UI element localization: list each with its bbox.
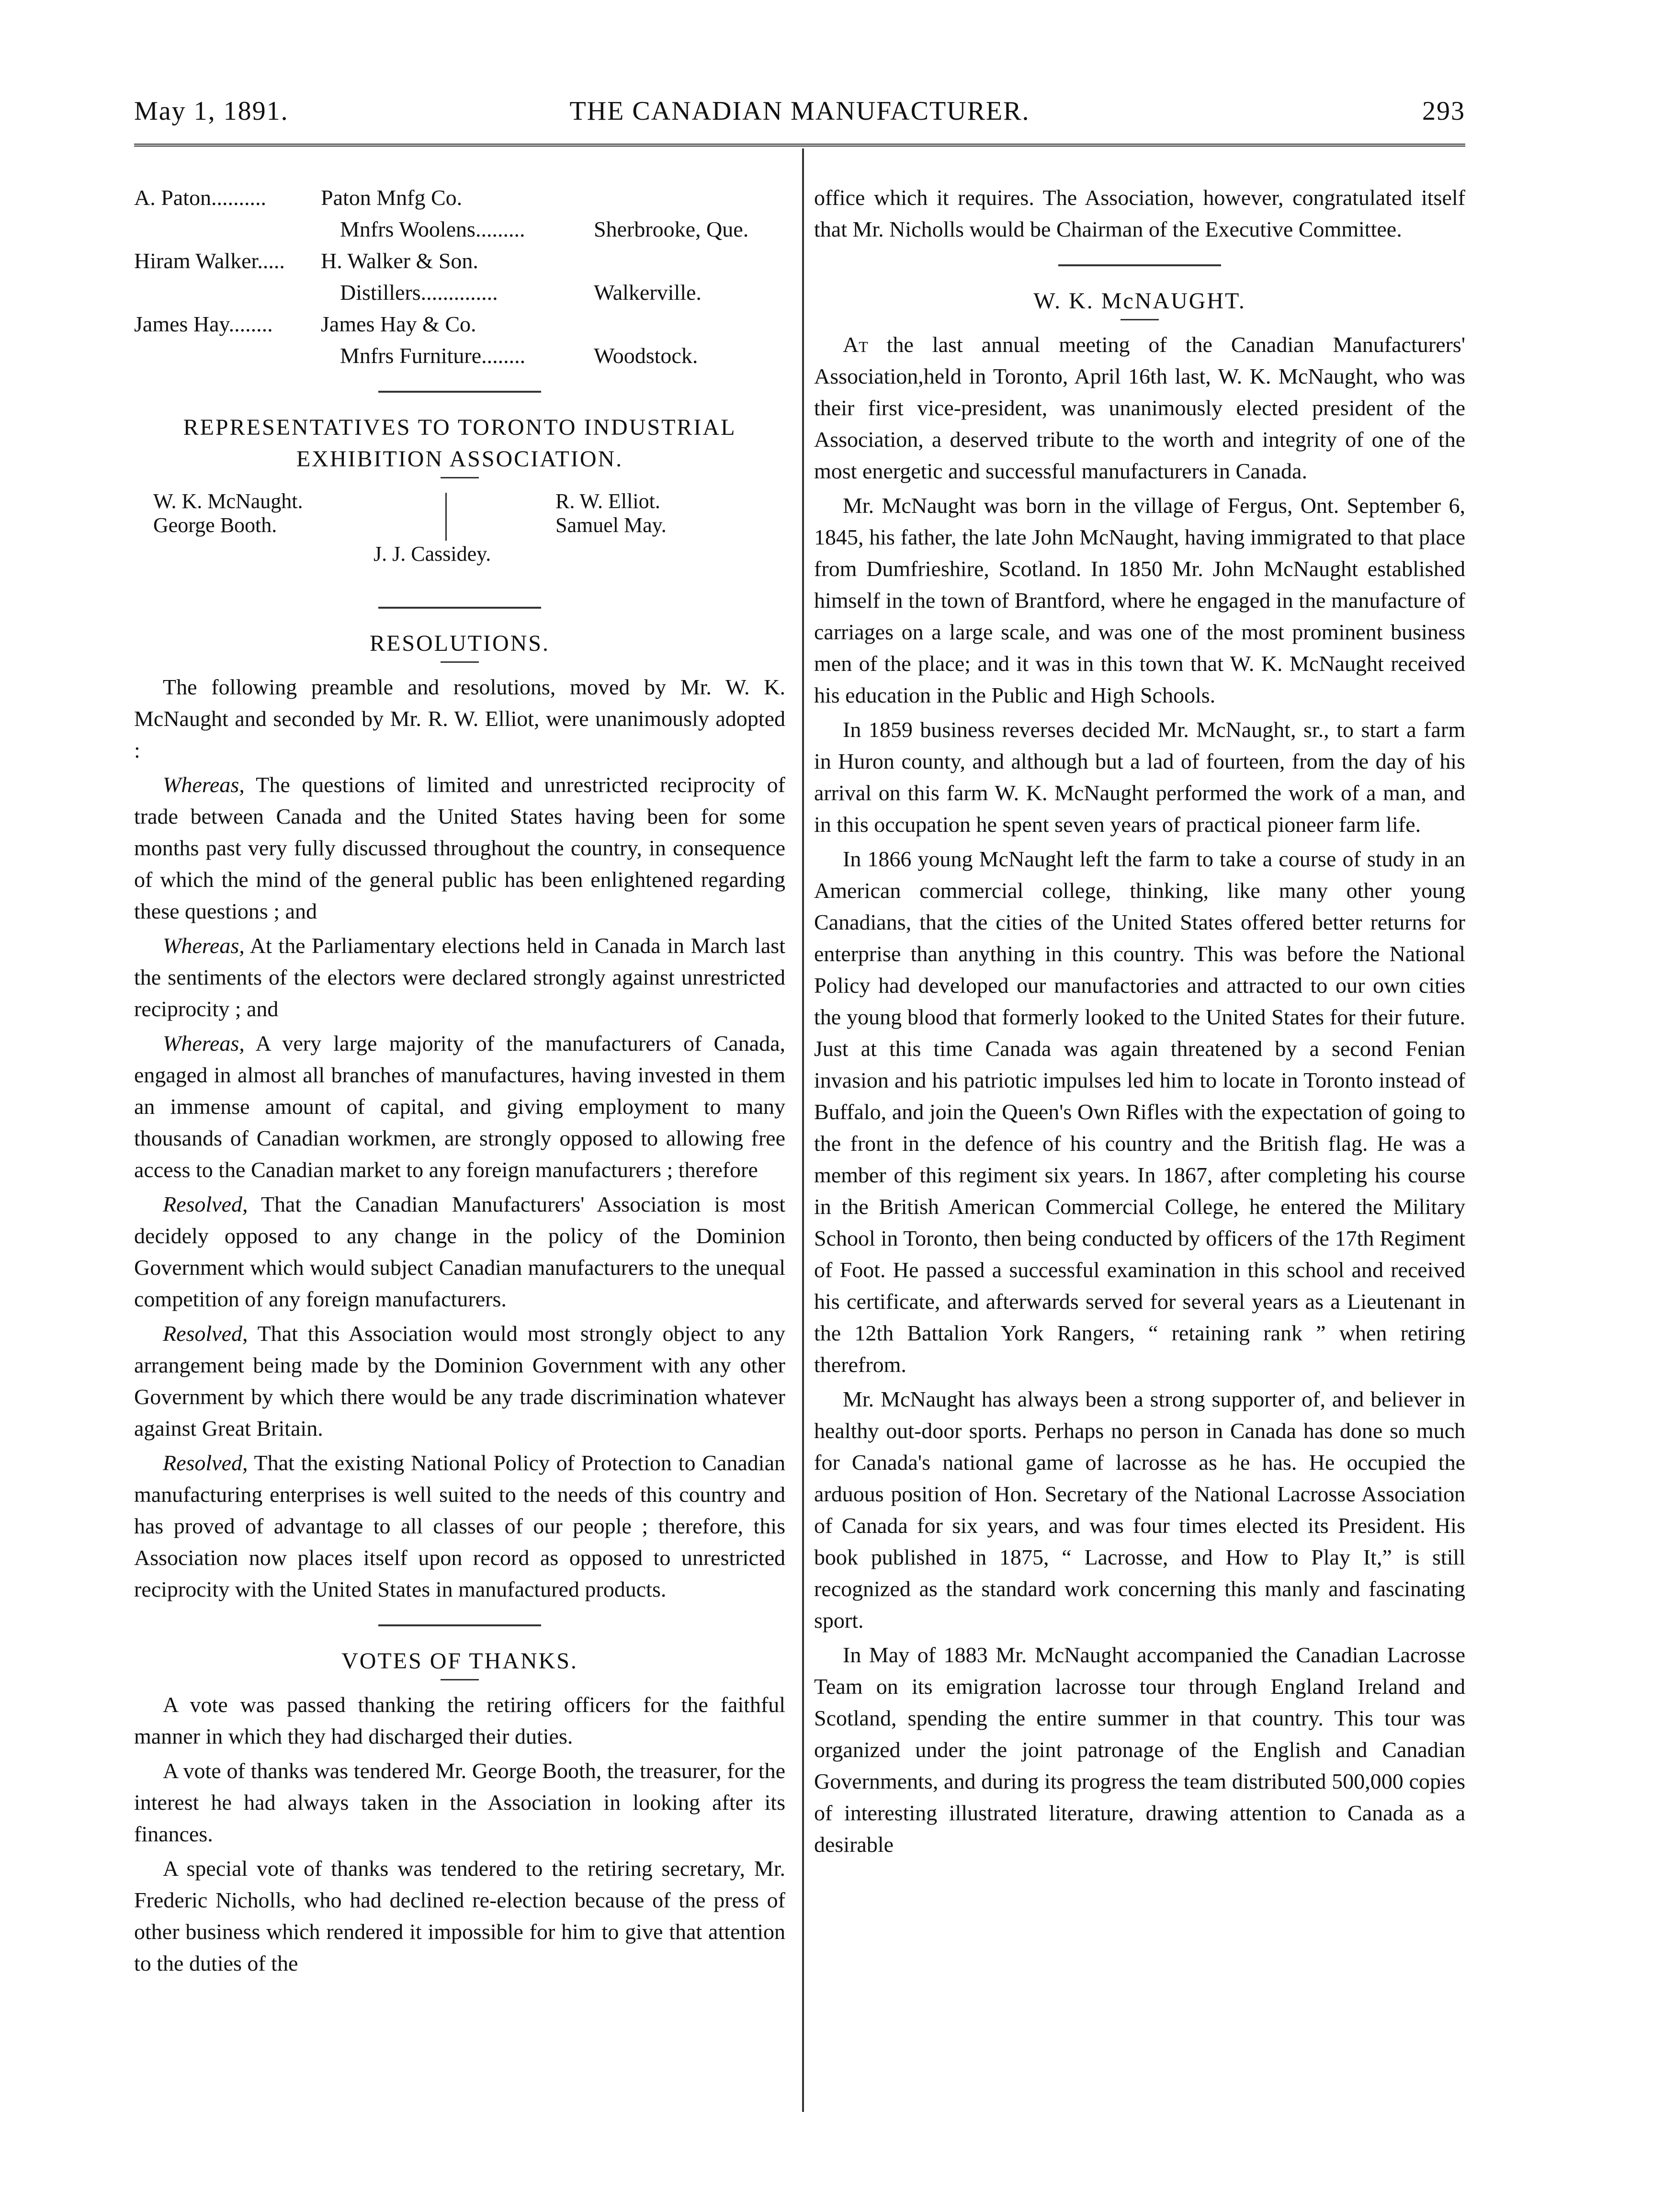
section-rule	[378, 1624, 541, 1626]
issue-date: May 1, 1891.	[134, 96, 289, 126]
resolution-paragraph	[134, 769, 785, 927]
representatives-divider	[445, 493, 447, 541]
article-first-word: At	[843, 332, 868, 357]
representative-name: George Booth.	[153, 513, 277, 537]
member-list	[134, 182, 785, 372]
article-paragraph: Mr. McNaught was born in the village of Fergus, Ont. September 6, 1845, his father, the late John McNaught, having immigrated to that place from Dumfrieshire, Scotland. In 1850 Mr. John McNaught established himself in the town of Brantford, where he engaged in the manufacture of carriages on a large scale, and was one of the most prominent business men of the place; and it was in this town that W. K. McNaught received his education in the Public and High Schools.	[814, 493, 1465, 707]
resolution-text: That the existing National Policy of Protection to Canadian manufacturing enterprises is well suited to the needs of this country and has proved of advantage to all classes of our people ; therefore, this Association now places itself upon record as opposed to unrestricted reciprocity with the United States in manufactured products.	[134, 1451, 785, 1601]
heading-line: REPRESENTATIVES TO TORONTO INDUSTRIAL	[183, 415, 736, 440]
resolution-lead: Resolved,	[163, 1321, 248, 1346]
section-rule	[378, 391, 541, 393]
section-rule	[378, 607, 541, 609]
member-firm: James Hay & Co.	[321, 312, 476, 336]
heading-rule	[441, 661, 479, 663]
article-paragraph: In 1866 young McNaught left the farm to take a course of study in an American commercial college, thinking, like many other young Canadians, that the cities of the United States offered better returns for enterprise than anything in this country. This was before the National Policy had developed our manufactories and attracted to our own cities the young blood that formerly looked to the United States for their future. Just at this time Canada was again threatened by a second Fenian invasion and his patriotic impulses led him to locate in Toronto instead of Buffalo, and join the Queen's Own Rifles with the expectation of going to the front in the defence of his country and the British flag. He was a member of this regiment six years. In 1867, after completing his course in the British American Commercial College, he entered the Military School in Toronto, then being conducted by officers of the 17th Regiment of Foot. He passed a successful examination in this school and received his certificate, and afterwards served for several years as a Lieutenant in the 12th Battalion York Rangers, “ retaining rank ” when retiring therefrom.	[814, 847, 1465, 1377]
member-name: Hiram Walker.....	[134, 249, 285, 273]
resolution-text: That the Canadian Manufacturers' Association is most decidely opposed to any change in the policy of the Dominion Government which would subject Canadian manufacturers to the unequal competition of any foreign manufacturers.	[134, 1192, 785, 1311]
resolution-lead: Resolved,	[163, 1192, 248, 1216]
vote-paragraph: A vote was passed thanking the retiring officers for the faithful manner in which they had discharged their duties.	[134, 1692, 785, 1748]
resolution-text: The questions of limited and unrestricted reciprocity of trade between Canada and the United States having been for some months past very fully discussed throughout the country, in consequence of which the mind of the general public has been enlightened regarding these questions ; and	[134, 772, 785, 923]
member-business: Mnfrs Woolens.........	[340, 217, 525, 241]
member-row	[134, 245, 785, 277]
resolution-paragraph	[134, 930, 785, 1025]
member-place: Woodstock.	[594, 343, 698, 368]
resolution-paragraph	[134, 1028, 785, 1186]
left-column	[134, 182, 785, 1979]
member-place: Walkerville.	[594, 280, 702, 305]
resolutions-intro: The following preamble and resolutions, moved by Mr. W. K. McNaught and seconded by Mr. R. W. Elliot, were unanimously adopted :	[134, 675, 785, 762]
resolution-text: That this Association would most strongly object to any arrangement being made by the Dominion Government with any other Government by which there would be any trade discrimination whatever against Great Britain.	[134, 1321, 785, 1441]
representatives-list	[134, 487, 785, 588]
section-rule	[1058, 264, 1221, 266]
member-firm: Paton Mnfg Co.	[321, 185, 463, 210]
article-paragraph: In 1859 business reverses decided Mr. McNaught, sr., to start a farm in Huron county, and although but a lad of fourteen, from the day of his arrival on this farm W. K. McNaught performed the work of a man, and in this occupation he spent seven years of practical pioneer farm life.	[814, 717, 1465, 837]
representatives-heading	[134, 412, 785, 475]
heading-rule	[441, 477, 479, 478]
resolution-lead: Resolved,	[163, 1451, 248, 1475]
column-divider	[802, 148, 804, 2112]
resolution-paragraph	[134, 1189, 785, 1315]
member-place: Sherbrooke, Que.	[594, 217, 749, 241]
resolution-lead: Whereas,	[163, 933, 245, 958]
heading-rule	[441, 1679, 479, 1680]
member-row	[134, 182, 785, 214]
member-name: James Hay........	[134, 312, 273, 336]
representative-name: Samuel May.	[555, 513, 667, 537]
member-row	[134, 277, 785, 308]
representative-name: R. W. Elliot.	[555, 489, 660, 513]
continuation-paragraph: office which it requires. The Association, however, congratulated itself that Mr. Nicholls would be Chairman of the Executive Committee.	[814, 185, 1465, 241]
resolution-paragraph	[134, 1318, 785, 1444]
article-heading: W. K. McNAUGHT.	[1033, 288, 1246, 314]
votes-heading: VOTES OF THANKS.	[341, 1648, 578, 1674]
header-rule	[134, 144, 1465, 147]
page-header	[134, 91, 1465, 134]
resolution-lead: Whereas,	[163, 772, 245, 797]
journal-title: THE CANADIAN MANUFACTURER.	[569, 96, 1030, 126]
resolution-lead: Whereas,	[163, 1031, 245, 1055]
member-row	[134, 340, 785, 372]
heading-line: EXHIBITION ASSOCIATION.	[296, 446, 623, 472]
member-business: Distillers..............	[340, 280, 498, 305]
resolution-text: A very large majority of the manufacturers of Canada, engaged in almost all branches of manufactures, having invested in them an immense amount of capital, and giving employment to many thousands of Canadian workmen, are strongly opposed to allowing free access to the Canadian market to any foreign manufacturers ; therefore	[134, 1031, 785, 1182]
member-row	[134, 214, 785, 245]
page-number: 293	[1422, 96, 1465, 126]
vote-paragraph: A special vote of thanks was tendered to the retiring secretary, Mr. Frederic Nicholls, who had declined re-election because of the press of other business which rendered it impossible for him to give that attention to the duties of the	[134, 1856, 785, 1975]
member-firm: H. Walker & Son.	[321, 249, 478, 273]
member-row	[134, 308, 785, 340]
article-text: the last annual meeting of the Canadian Manufacturers' Association,held in Toronto, April 16th last, W. K. McNaught, who was their first vice-president, was unanimously elected president of the Association, a deserved tribute to the worth and integrity of one of the most energetic and successful manufacturers in Canada.	[814, 332, 1465, 483]
article-paragraph	[814, 329, 1465, 487]
representative-name: W. K. McNaught.	[153, 489, 303, 513]
member-name: A. Paton..........	[134, 185, 266, 210]
member-business: Mnfrs Furniture........	[340, 343, 526, 368]
resolution-paragraph	[134, 1447, 785, 1605]
resolutions-heading: RESOLUTIONS.	[369, 631, 550, 656]
article-paragraph: In May of 1883 Mr. McNaught accompanied the Canadian Lacrosse Team on its emigration lacrosse tour through England Ireland and Scotland, spending the entire summer in that country. This tour was organized under the joint patronage of the English and Canadian Governments, and during its progress the team distributed 500,000 copies of interesting illustrated literature, drawing attention to Canada as a desirable	[814, 1643, 1465, 1857]
right-column	[814, 182, 1465, 1860]
article-paragraph: Mr. McNaught has always been a strong supporter of, and believer in healthy out-door sports. Perhaps no person in Canada has done so much for Canada's national game of lacrosse as he has. He occupied the arduous position of Hon. Secretary of the National Lacrosse Association of Canada for six years, and was four times elected its President. His book published in 1875, “ Lacrosse, and How to Play It,” is still recognized as the standard work concerning this manly and fascinating sport.	[814, 1387, 1465, 1633]
vote-paragraph: A vote of thanks was tendered Mr. George Booth, the treasurer, for the interest he had always taken in the Association in looking after its finances.	[134, 1758, 785, 1846]
heading-rule	[1121, 319, 1159, 320]
representative-name: J. J. Cassidey.	[374, 542, 491, 566]
resolution-text: At the Parliamentary elections held in Canada in March last the sentiments of the electors were declared strongly against unrestricted reciprocity ; and	[134, 933, 785, 1021]
